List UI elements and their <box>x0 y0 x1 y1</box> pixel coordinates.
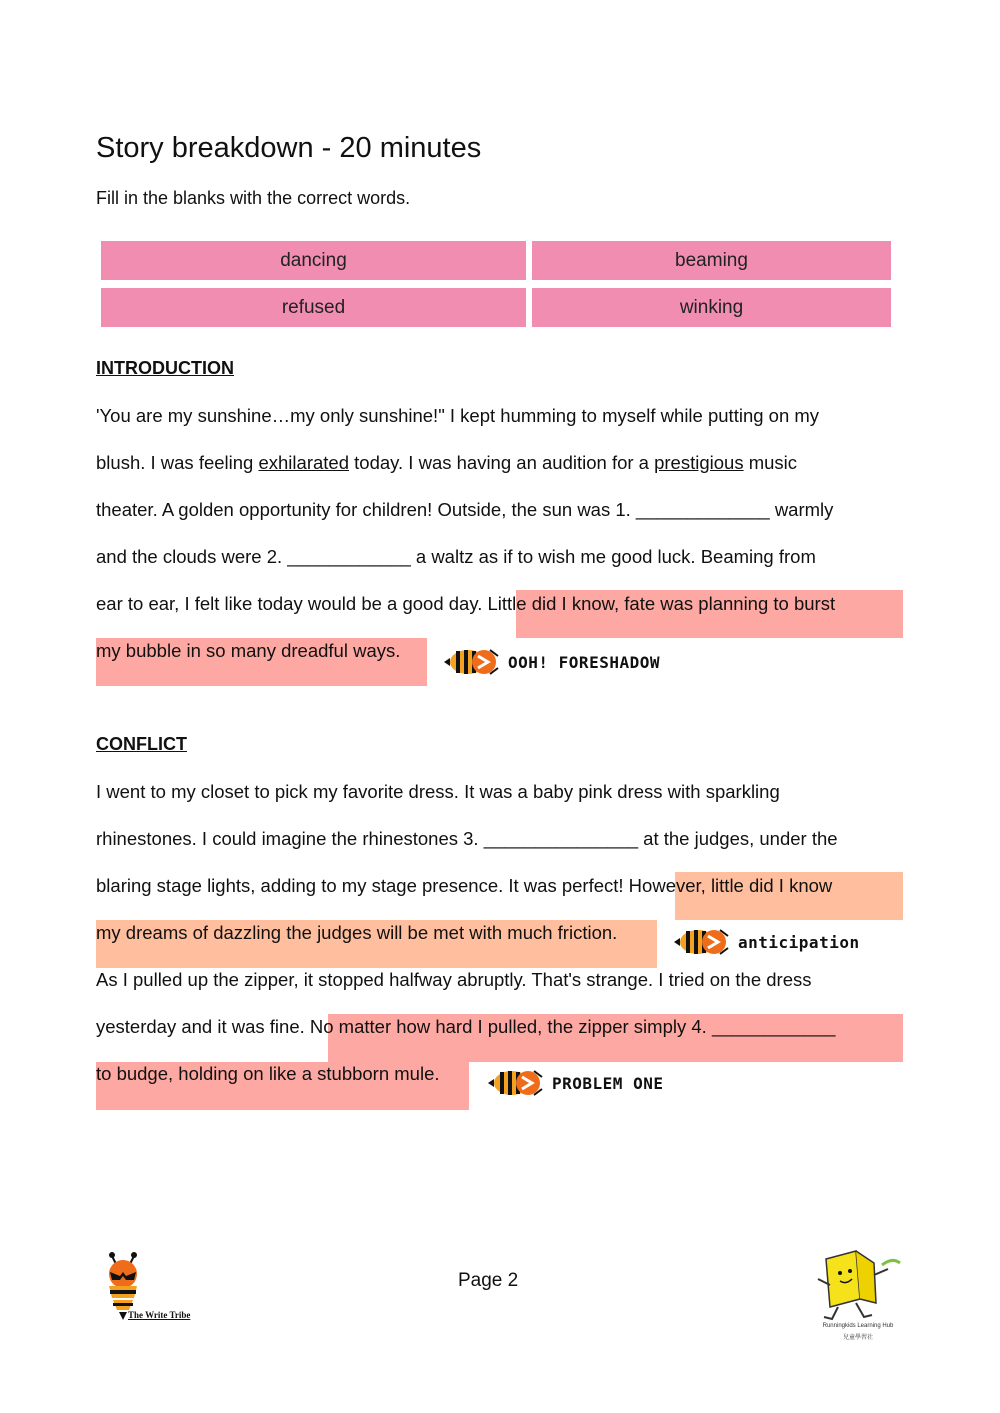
conflict-line-7: to budge, holding on like a stubborn mule. <box>96 1063 440 1084</box>
anticipation-tag <box>672 922 860 962</box>
introduction-heading: INTRODUCTION <box>96 358 234 378</box>
vocab-exhilarated: exhilarated <box>258 452 349 473</box>
bee-icon <box>486 1063 544 1103</box>
running-book-icon <box>812 1245 904 1323</box>
foreshadow-tag <box>442 642 660 682</box>
intro-line-5: ear to ear, I felt like today would be a good day. Little did I know, fate was planning to burst <box>96 593 836 614</box>
word-bank-item: winking <box>532 288 891 327</box>
tag-label: PROBLEM ONE <box>552 1073 664 1093</box>
page-title: Story breakdown - 20 minutes <box>96 132 482 164</box>
word-bank-item: beaming <box>532 241 891 280</box>
vocab-prestigious: prestigious <box>654 452 744 473</box>
word-bank-item: refused <box>101 288 526 327</box>
write-tribe-logo <box>98 1250 191 1331</box>
conflict-heading: CONFLICT <box>96 734 187 754</box>
tag-label: anticipation <box>738 932 860 952</box>
right-logo-text: Runningkids Learning Hub <box>822 1323 894 1329</box>
intro-line-6: my bubble in so many dreadful ways. <box>96 640 401 661</box>
conflict-line-2: rhinestones. I could imagine the rhinestones 3. _______________ at the judges, under the <box>96 828 838 849</box>
bee-icon <box>442 642 500 682</box>
tag-label: OOH! FORESHADOW <box>508 652 660 672</box>
left-logo-text: The Write Tribe <box>128 1310 191 1320</box>
instructions: Fill in the blanks with the correct words. <box>96 188 411 208</box>
conflict-line-5: As I pulled up the zipper, it stopped halfway abruptly. That's strange. I tried on the dress <box>96 969 812 990</box>
intro-line-4: and the clouds were 2. ____________ a waltz as if to wish me good luck. Beaming from <box>96 546 816 567</box>
problem-one-tag <box>486 1063 663 1103</box>
runningkids-logo <box>812 1245 904 1341</box>
conflict-line-6: yesterday and it was fine. No matter how hard I pulled, the zipper simply 4. ____________ <box>96 1016 836 1037</box>
intro-line-2: blush. I was feeling exhilarated today. I was having an audition for a prestigious music <box>96 452 798 473</box>
conflict-line-4: my dreams of dazzling the judges will be met with much friction. <box>96 922 618 943</box>
bee-icon <box>672 922 730 962</box>
conflict-line-3: blaring stage lights, adding to my stage presence. It was perfect! However, little did I know <box>96 875 833 896</box>
intro-line-1: 'You are my sunshine…my only sunshine!" I kept humming to myself while putting on my <box>96 405 820 426</box>
word-bank-item: dancing <box>101 241 526 280</box>
page-number: Page 2 <box>458 1270 519 1291</box>
right-logo-subtext: 兒童學習社 <box>842 1335 873 1341</box>
intro-line-3: theater. A golden opportunity for children! Outside, the sun was 1. _____________ warmly <box>96 499 834 520</box>
conflict-line-1: I went to my closet to pick my favorite dress. It was a baby pink dress with sparkling <box>96 781 780 802</box>
